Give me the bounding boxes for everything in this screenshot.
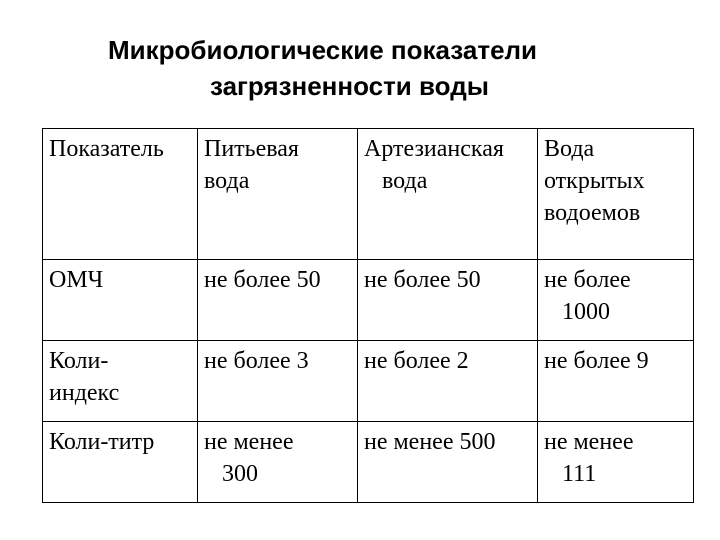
slide-title	[0, 32, 720, 104]
table-header-row	[43, 129, 694, 260]
table-row	[43, 260, 694, 341]
header-open-water: Вода открытых водоемов	[538, 129, 694, 260]
cell-open: не менее 111	[538, 422, 694, 503]
header-indicator: Показатель	[43, 129, 198, 260]
cell-drinking: не менее 300	[198, 422, 358, 503]
cell-artesian: не менее 500	[358, 422, 538, 503]
cell-open: не более 1000	[538, 260, 694, 341]
cell-indicator: Коли-титр	[43, 422, 198, 503]
cell-indicator: ОМЧ	[43, 260, 198, 341]
title-line-1: Микробиологические показатели	[108, 35, 538, 65]
cell-drinking: не более 50	[198, 260, 358, 341]
cell-drinking: не более 3	[198, 341, 358, 422]
cell-indicator: Коли- индекс	[43, 341, 198, 422]
water-indicators-table	[42, 128, 694, 503]
table-row	[43, 341, 694, 422]
cell-artesian: не более 50	[358, 260, 538, 341]
table-row	[43, 422, 694, 503]
cell-artesian: не более 2	[358, 341, 538, 422]
header-drinking-water: Питьевая вода	[198, 129, 358, 260]
header-artesian-water: Артезианская вода	[358, 129, 538, 260]
cell-open: не более 9	[538, 341, 694, 422]
title-line-2: загрязненности воды	[210, 71, 489, 101]
